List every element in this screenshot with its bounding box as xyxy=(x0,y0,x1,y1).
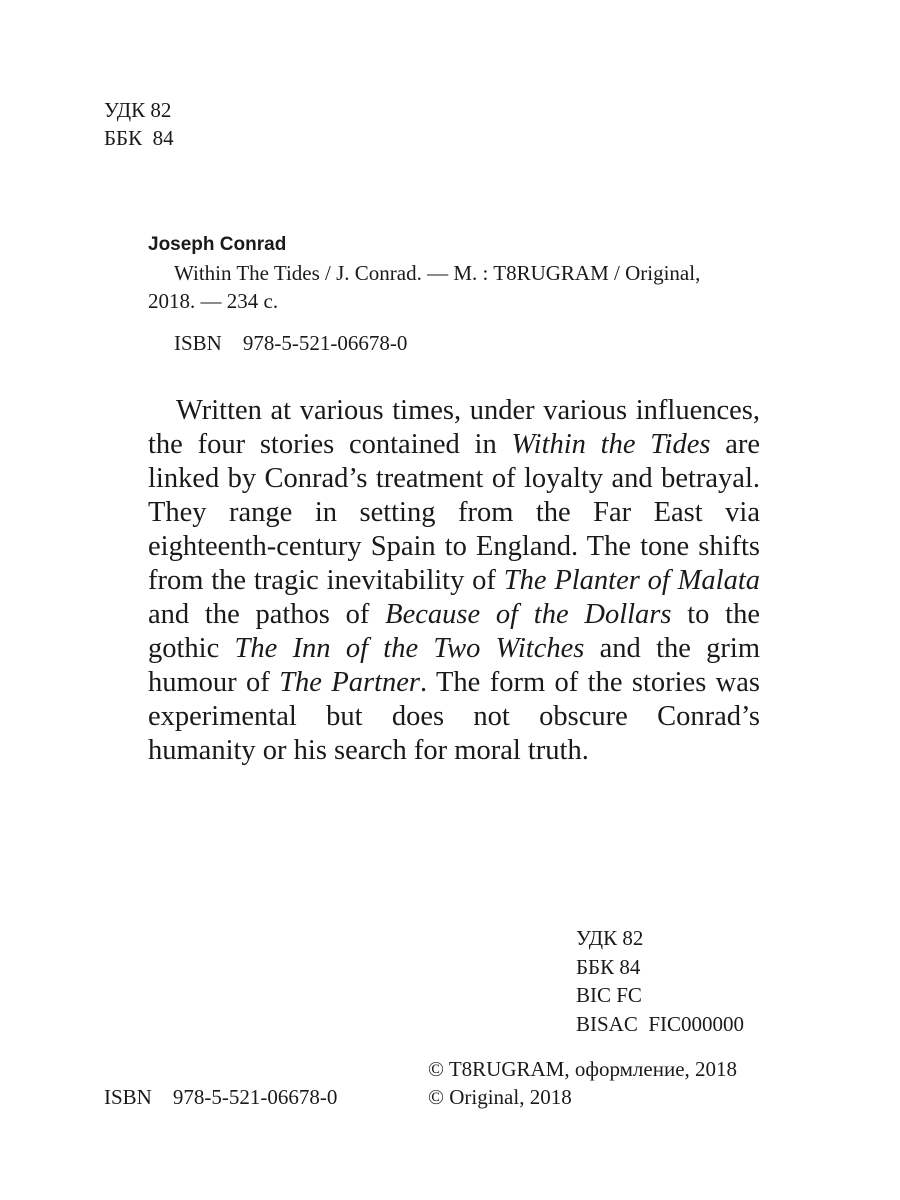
annotation-title-inn-of-two-witches: The Inn of the Two Witches xyxy=(234,633,585,664)
annotation-text-2: are linked by Conrad’s treatment of loyalty and betrayal. They range in setting from the Far East via eighteenth-century Spain to England. The tone shifts from the tragic inevitability of xyxy=(148,429,760,596)
isbn-value: 978-5-521-06678-0 xyxy=(242,331,408,355)
annotation-title-because-of-the-dollars: Because of the Dollars xyxy=(385,599,672,630)
copyright-original: © Original, 2018 xyxy=(428,1085,572,1109)
isbn-label: ISBN xyxy=(174,331,222,355)
annotation-title-the-partner: The Partner xyxy=(279,667,421,698)
bibliographic-description-line1: Within The Tides / J. Conrad. — M. : T8RUGRAM / Original, xyxy=(174,261,701,285)
bbk-code: ББК 84 xyxy=(104,126,174,150)
annotation-title-planter-of-malata: The Planter of Malata xyxy=(503,565,761,596)
top-classification-codes xyxy=(104,96,174,152)
bibliographic-record xyxy=(148,231,760,357)
udk-code: УДК 82 xyxy=(104,98,172,122)
copyright-t8rugram: © T8RUGRAM, оформление, 2018 xyxy=(428,1057,738,1081)
copyright-notices xyxy=(428,1055,737,1111)
bottom-classification-codes xyxy=(576,924,744,1038)
annotation-text-3: and the pathos of xyxy=(148,599,386,630)
annotation-text-4: to the gothic xyxy=(148,599,760,664)
annotation-text-5: and the grim humour of xyxy=(148,633,760,698)
isbn-bottom-value: 978-5-521-06678-0 xyxy=(172,1085,338,1109)
annotation-text-1: Written at various times, under various influences, the four stories contained in xyxy=(148,395,760,460)
isbn-record xyxy=(148,329,760,357)
bibliographic-description-line2: 2018. — 234 с. xyxy=(148,289,279,313)
bic-code: BIC FC xyxy=(576,983,642,1007)
author-name: Joseph Conrad xyxy=(148,234,287,255)
annotation-title-within-the-tides: Within the Tides xyxy=(511,429,711,460)
book-annotation xyxy=(148,394,760,768)
bisac-code: BISAC FIC000000 xyxy=(576,1011,745,1036)
annotation-text-6: . The form of the stories was experimental but does not obscure Conrad’s humanity or his search for moral truth. xyxy=(148,667,760,766)
udk-code-bottom: УДК 82 xyxy=(576,926,644,950)
isbn-bottom xyxy=(104,1083,337,1111)
bbk-code-bottom: ББК 84 xyxy=(576,954,641,979)
isbn-bottom-label: ISBN xyxy=(104,1085,152,1109)
